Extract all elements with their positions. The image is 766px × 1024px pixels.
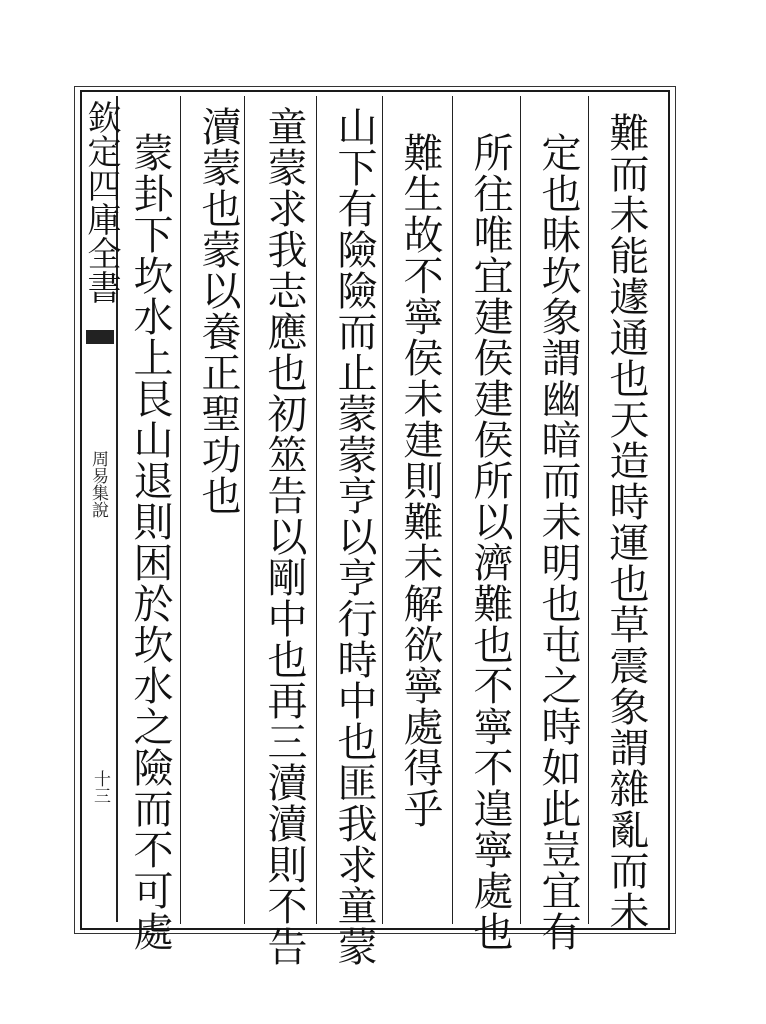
text-column-6: 童蒙求我志應也初筮告以剛中也再三瀆瀆則不告	[261, 106, 307, 967]
library-header: 欽定四庫全書	[81, 100, 121, 304]
text-column-2: 定也昧坎象謂幽暗而未明也屯之時如此豈宜有	[535, 132, 581, 952]
column-rule	[316, 96, 317, 924]
column-rule	[452, 96, 453, 924]
text-column-8: 蒙卦下坎水上艮山退則困於坎水之險而不可處	[127, 132, 173, 952]
text-column-5: 山下有險險而止蒙蒙亨以亨行時中也匪我求童蒙	[331, 106, 377, 967]
column-rule	[588, 96, 589, 924]
column-rule	[520, 96, 521, 924]
column-rule	[180, 96, 181, 924]
page-number: 十三	[90, 770, 110, 804]
text-column-3: 所往唯宜建侯建侯所以濟難也不寧不遑寧處也	[467, 132, 513, 952]
text-column-1: 難而未能遽通也天造時運也草震象謂雜亂而未	[603, 112, 649, 932]
text-column-4: 難生故不寧侯未建則難未解欲寧處得乎	[397, 132, 443, 829]
text-column-7: 瀆蒙也蒙以養正聖功也	[195, 106, 241, 516]
book-title: 周易集說	[88, 450, 108, 518]
column-rule	[382, 96, 383, 924]
column-rule	[244, 96, 245, 924]
fish-tail-mark	[86, 330, 114, 344]
